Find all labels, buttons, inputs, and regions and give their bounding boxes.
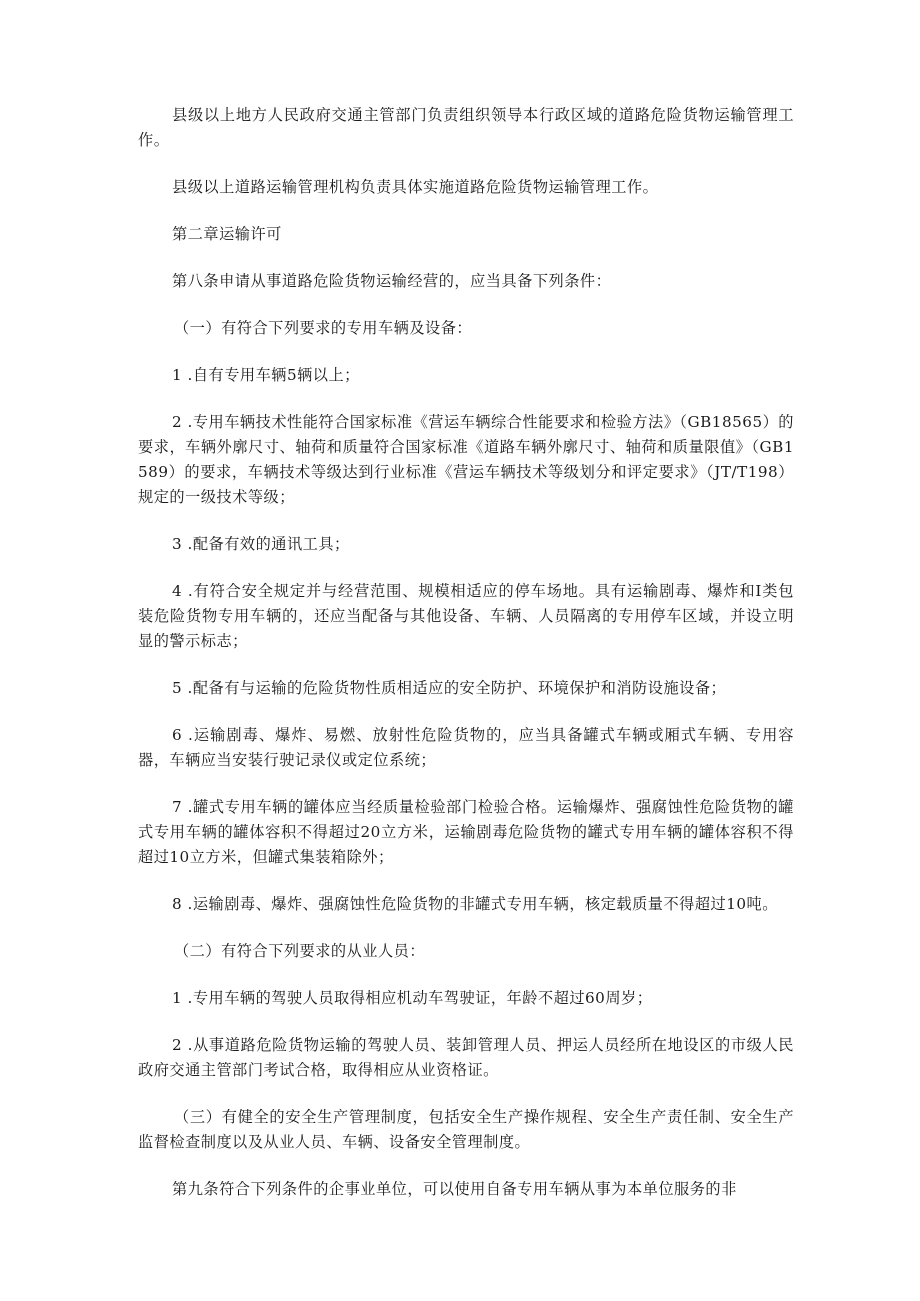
paragraph: 县级以上地方人民政府交通主管部门负责组织领导本行政区域的道路危险货物运输管理工作。	[138, 106, 794, 149]
clause-heading: （二）有符合下列要求的从业人员：	[174, 942, 425, 960]
clause-paragraph: （三）有健全的安全生产管理制度，包括安全生产操作规程、安全生产责任制、安全生产监督检查制度以及从业人员、车辆、设备安全管理制度。	[138, 1108, 794, 1151]
clause-heading: （一）有符合下列要求的专用车辆及设备：	[174, 319, 473, 337]
article-paragraph: 第八条申请从事道路危险货物运输经营的，应当具备下列条件：	[172, 272, 612, 290]
list-item: 2 .从事道路危险货物运输的驾驶人员、装卸管理人员、押运人员经所在地设区的市级人民政府交通主管部门考试合格，取得相应从业资格证。	[138, 1036, 794, 1079]
list-item: 5 .配备有与运输的危险货物性质相适应的安全防护、环境保护和消防设施设备；	[172, 679, 727, 697]
list-item: 8 .运输剧毒、爆炸、强腐蚀性危险货物的非罐式专用车辆，核定载质量不得超过10吨。	[172, 895, 778, 913]
list-item: 2 .专用车辆技术性能符合国家标准《营运车辆综合性能要求和检验方法》（GB18565）的要求，车辆外廓尺寸、轴荷和质量符合国家标准《道路车辆外廓尺寸、轴荷和质量限值》（GB1589）的要求，车辆技术等级达到行业标准《营运车辆技术等级划分和评定要求》（JT/T198）规定的一级技术等级；	[138, 413, 794, 506]
list-item: 3 .配备有效的通讯工具；	[172, 535, 350, 553]
list-item: 1 .自有专用车辆5辆以上；	[172, 366, 360, 384]
list-item: 4 .有符合安全规定并与经营范围、规模相适应的停车场地。具有运输剧毒、爆炸和Ⅰ类包装危险货物专用车辆的，还应当配备与其他设备、车辆、人员隔离的专用停车区域，并设立明显的警示标志；	[138, 582, 794, 650]
paragraph: 县级以上道路运输管理机构负责具体实施道路危险货物运输管理工作。	[172, 178, 659, 196]
list-item: 6 .运输剧毒、爆炸、易燃、放射性危险货物的，应当具备罐式车辆或厢式车辆、专用容器，车辆应当安装行驶记录仪或定位系统；	[138, 726, 794, 769]
article-paragraph: 第九条符合下列条件的企事业单位，可以使用自备专用车辆从事为本单位服务的非	[172, 1180, 737, 1198]
list-item: 1 .专用车辆的驾驶人员取得相应机动车驾驶证，年龄不超过60周岁；	[172, 989, 653, 1007]
document-body	[138, 103, 794, 1224]
list-item: 7 .罐式专用车辆的罐体应当经质量检验部门检验合格。运输爆炸、强腐蚀性危险货物的罐式专用车辆的罐体容积不得超过20立方米，运输剧毒危险货物的罐式专用车辆的罐体容积不得超过10立方米，但罐式集装箱除外；	[138, 798, 794, 866]
chapter-heading: 第二章运输许可	[172, 225, 282, 243]
